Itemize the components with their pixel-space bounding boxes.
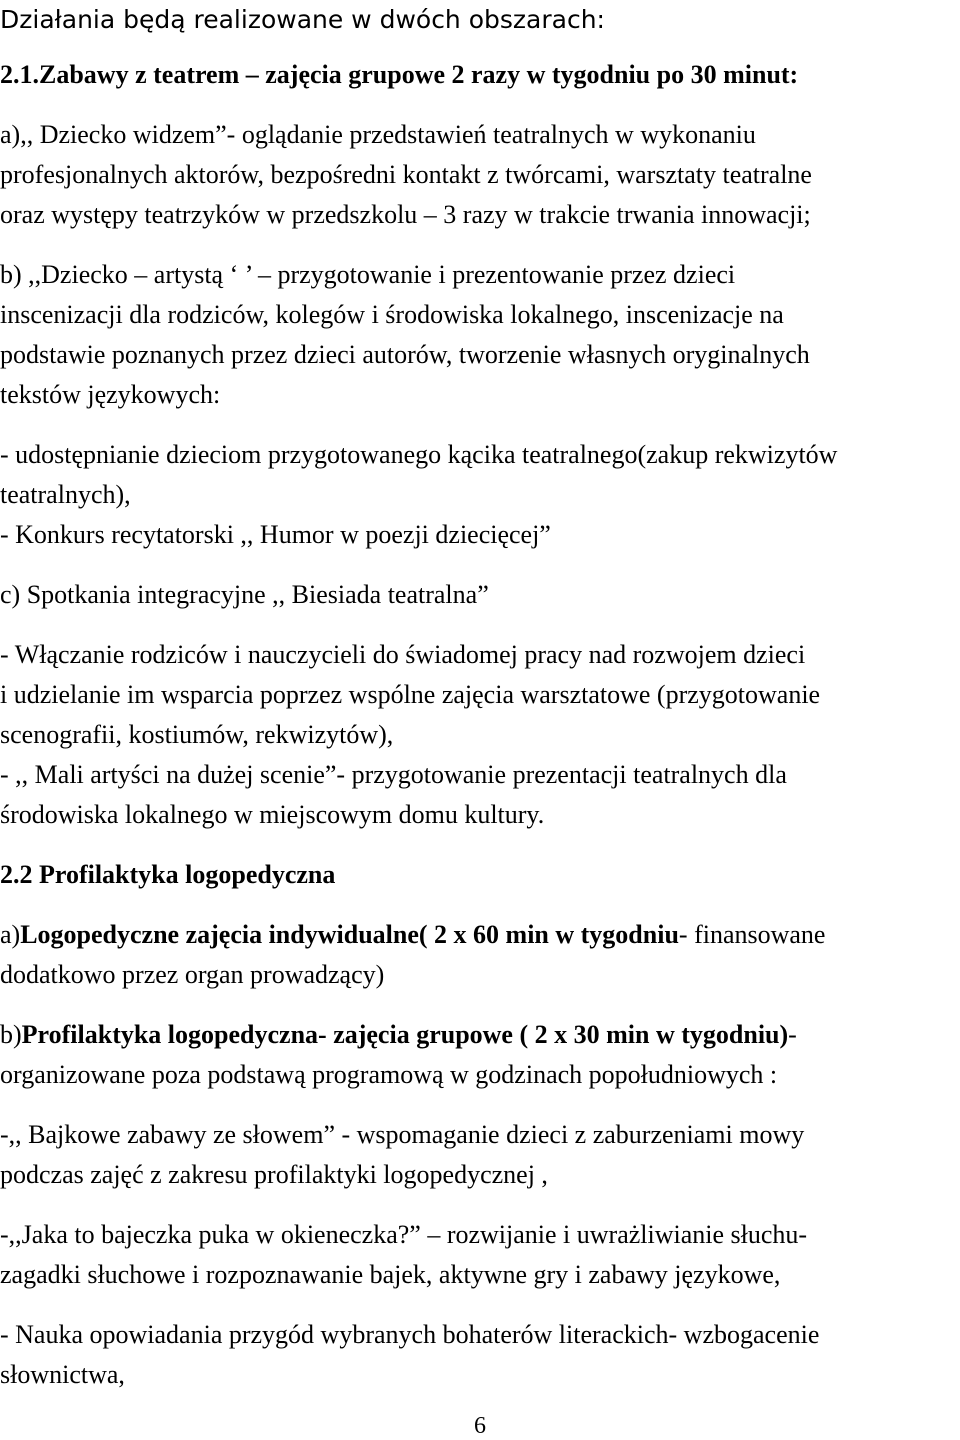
- logo-item-b-bold: Profilaktyka logopedyczna- zajęcia grupowe ( 2 x 30 min w tygodniu): [21, 1020, 789, 1049]
- logo-item-a-suffix: - finansowane: [678, 920, 826, 949]
- dash-item-4-line-1: - ,, Mali artyści na dużej scenie”- przygotowanie prezentacji teatralnych dla: [0, 760, 787, 789]
- dash-item-3-line-3: scenografii, kostiumów, rekwizytów),: [0, 720, 394, 749]
- section-2-2-heading: 2.2 Profilaktyka logopedyczna: [0, 860, 336, 889]
- dash-item-1-line-2: teatralnych),: [0, 480, 131, 509]
- logo-item-a-line-1: [0, 915, 960, 955]
- dash-item-7-line-1: - Nauka opowiadania przygód wybranych bohaterów literackich- wzbogacenie: [0, 1320, 820, 1349]
- logo-item-a-bold: Logopedyczne zajęcia indywidualne( 2 x 60 min w tygodniu: [20, 920, 679, 949]
- item-b-line-4: tekstów językowych:: [0, 380, 221, 409]
- item-a-line-2: profesjonalnych aktorów, bezpośredni kontakt z twórcami, warsztaty teatralne: [0, 160, 812, 189]
- logo-item-b-prefix: b): [0, 1020, 22, 1049]
- dash-item-3-line-2: i udzielanie im wsparcia poprzez wspólne zajęcia warsztatowe (przygotowanie: [0, 680, 821, 709]
- dash-item-4-line-2: środowiska lokalnego w miejscowym domu kultury.: [0, 800, 545, 829]
- item-b-line-2: inscenizacji dla rodziców, kolegów i środowiska lokalnego, inscenizacje na: [0, 300, 784, 329]
- dash-item-6-line-2: zagadki słuchowe i rozpoznawanie bajek, aktywne gry i zabawy językowe,: [0, 1260, 781, 1289]
- dash-item-7-line-2: słownictwa,: [0, 1360, 125, 1389]
- logo-item-a-line-2: dodatkowo przez organ prowadzący): [0, 960, 385, 989]
- item-b-line-3: podstawie poznanych przez dzieci autorów, tworzenie własnych oryginalnych: [0, 340, 810, 369]
- dash-item-5-line-2: podczas zajęć z zakresu profilaktyki logopedycznej ,: [0, 1160, 548, 1189]
- logo-item-b-line-1: [0, 1015, 960, 1055]
- logo-item-a-prefix: a): [0, 920, 21, 949]
- logo-item-b-suffix: -: [788, 1020, 797, 1049]
- logo-item-b-line-2: organizowane poza podstawą programową w godzinach popołudniowych :: [0, 1060, 778, 1089]
- page-number: 6: [474, 1413, 486, 1439]
- item-a-line-1: a),, Dziecko widzem”- oglądanie przedstawień teatralnych w wykonaniu: [0, 120, 756, 149]
- dash-item-6-line-1: -,,Jaka to bajeczka puka w okieneczka?” – rozwijanie i uwrażliwianie słuchu-: [0, 1220, 808, 1249]
- section-2-1-heading: 2.1.Zabawy z teatrem – zajęcia grupowe 2 razy w tygodniu po 30 minut:: [0, 60, 799, 89]
- item-b-line-1: b) ,,Dziecko – artystą ‘ ’ – przygotowanie i prezentowanie przez dzieci: [0, 260, 736, 289]
- dash-item-1-line-1: - udostępnianie dzieciom przygotowanego kącika teatralnego(zakup rekwizytów: [0, 440, 838, 469]
- dash-item-2: - Konkurs recytatorski ,, Humor w poezji dziecięcej”: [0, 520, 551, 549]
- dash-item-3-line-1: - Włączanie rodziców i nauczycieli do świadomej pracy nad rozwojem dzieci: [0, 640, 806, 669]
- item-a-line-3: oraz występy teatrzyków w przedszkolu – 3 razy w trakcie trwania innowacji;: [0, 200, 811, 229]
- intro-line: Działania będą realizowane w dwóch obszarach:: [0, 5, 605, 34]
- item-c: c) Spotkania integracyjne ,, Biesiada teatralna”: [0, 580, 489, 609]
- dash-item-5-line-1: -,, Bajkowe zabawy ze słowem” - wspomaganie dzieci z zaburzeniami mowy: [0, 1120, 805, 1149]
